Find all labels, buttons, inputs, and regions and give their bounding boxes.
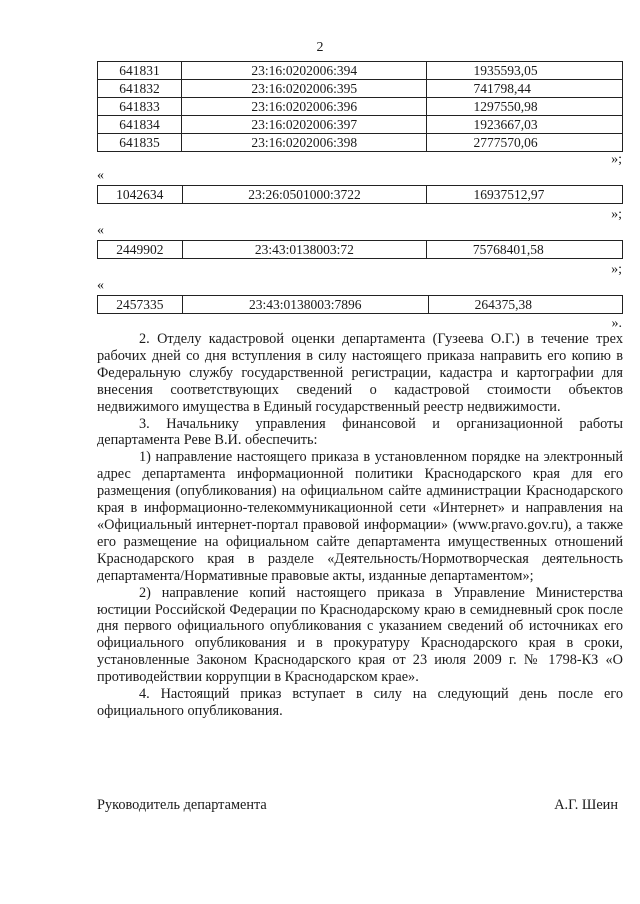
paragraph-3-item-2: 2) направление копий настоящего приказа в Управление Министерства юстиции Российской Федерации по Краснодарскому краю в семидневный срок после дня первого официального опубликования с указанием сведений об источниках его официального опубликования и в прокуратуру Краснодарского края в сроки, установленные Законом Краснодарского края от 23 июля 2009 г. № 1798-КЗ «О противодействии коррупции в Краснодарском крае». (97, 584, 623, 686)
table-cell: 264375,38 (428, 296, 622, 314)
table-cell: 16937512,97 (427, 186, 623, 204)
opening-quote-mark: « (97, 278, 104, 293)
cadastral-table-3 (97, 240, 623, 259)
cadastral-table-4 (97, 295, 623, 314)
table-cell: 23:16:0202006:398 (182, 134, 427, 152)
opening-quote-mark: « (97, 223, 104, 238)
closing-quote-mark: »; (611, 152, 622, 167)
table-cell: 641832 (98, 80, 182, 98)
table-cell: 23:43:0138003:72 (182, 241, 426, 259)
order-body-text (97, 331, 623, 720)
table-cell: 741798,44 (427, 80, 623, 98)
table-row (98, 62, 623, 80)
paragraph-4: 4. Настоящий приказ вступает в силу на следующий день после его официального опубликования. (97, 686, 623, 719)
paragraph-2: 2. Отделу кадастровой оценки департамента (Гузеева О.Г.) в течение трех рабочих дней со дня вступления в силу настоящего приказа направить его копию в Федеральную службу государственной регистрации, кадастра и картографии для внесения соответствующих сведений о кадастровой стоимости объектов недвижимого имущества в Единый государственный реестр недвижимости. (97, 331, 623, 415)
table-row (98, 186, 623, 204)
table-cell: 2449902 (98, 241, 183, 259)
table-cell: 641835 (98, 134, 182, 152)
table-cell: 2777570,06 (427, 134, 623, 152)
table-cell: 1935593,05 (427, 62, 623, 80)
table-row (98, 134, 623, 152)
signatory-title: Руководитель департамента (97, 797, 267, 813)
table-row (98, 241, 623, 259)
table-cell: 641831 (98, 62, 182, 80)
table-cell: 75768401,58 (426, 241, 622, 259)
table-cell: 2457335 (98, 296, 183, 314)
table-cell: 23:16:0202006:395 (182, 80, 427, 98)
table-cell: 641833 (98, 98, 182, 116)
cadastral-table-2 (97, 185, 623, 204)
paragraph-3: 3. Начальнику управления финансовой и организационной работы департамента Реве В.И. обеспечить: (97, 415, 623, 449)
table-row (98, 116, 623, 134)
table-cell: 1297550,98 (427, 98, 623, 116)
closing-quote-mark: »; (611, 262, 622, 277)
closing-quote-mark: ». (611, 316, 622, 331)
table-row (98, 296, 623, 314)
signatory-name: А.Г. Шеин (554, 797, 618, 813)
table-cell: 23:16:0202006:397 (182, 116, 427, 134)
table-cell: 23:43:0138003:7896 (182, 296, 428, 314)
table-cell: 23:16:0202006:396 (182, 98, 427, 116)
closing-quote-mark: »; (611, 207, 622, 222)
page-number: 2 (316, 40, 324, 55)
table-row (98, 80, 623, 98)
cadastral-table-main (97, 61, 623, 152)
table-row (98, 98, 623, 116)
table-cell: 23:26:0501000:3722 (182, 186, 427, 204)
table-cell: 23:16:0202006:394 (182, 62, 427, 80)
table-cell: 1923667,03 (427, 116, 623, 134)
paragraph-3-item-1: 1) направление настоящего приказа в установленном порядке на электронный адрес департамента информационной политики Краснодарского края для его размещения (опубликования) на официальном сайте администрации Краснодарского края в информационно-телекоммуникационной сети «Интернет» и направления на «Официальный интернет-портал правовой информации» (www.pravo.gov.ru), а также его размещение на официальном сайте департамента имущественных отношений Краснодарского края в разделе «Деятельность/Нормотворческая деятельность департамента/Нормативные правовые акты, изданные департаментом»; (97, 449, 623, 584)
table-cell: 1042634 (98, 186, 183, 204)
opening-quote-mark: « (97, 168, 104, 183)
table-cell: 641834 (98, 116, 182, 134)
